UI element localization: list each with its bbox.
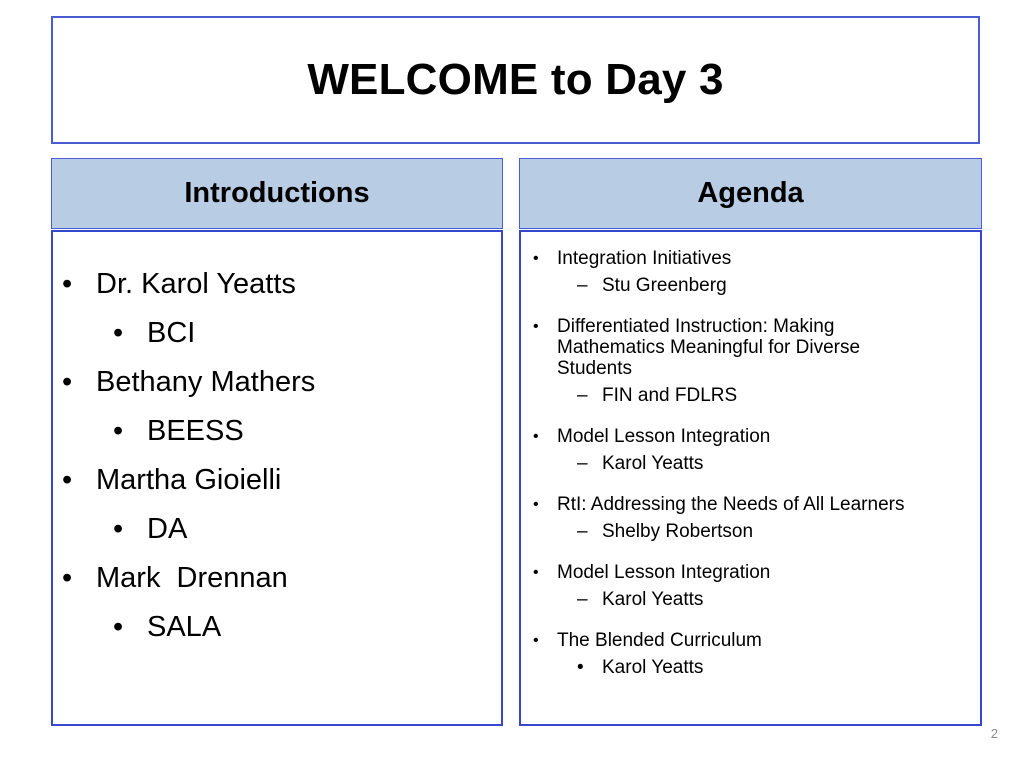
agenda-list [521, 248, 980, 678]
introductions-panel [51, 230, 503, 726]
presenter-name: Mark Drennan [96, 562, 288, 594]
agenda-header [519, 158, 982, 229]
introductions-header [51, 158, 503, 229]
bullet-icon: • [533, 318, 539, 335]
bullet-icon: • [62, 562, 73, 594]
bullet-icon: • [113, 415, 124, 447]
agenda-topic: RtI: Addressing the Needs of All Learners [557, 494, 905, 515]
agenda-item [521, 316, 980, 406]
bullet-icon: • [533, 564, 539, 581]
presenter-affiliation: SALA [147, 611, 222, 643]
agenda-item [521, 630, 980, 678]
agenda-panel [519, 230, 982, 726]
presenter-affiliation: DA [147, 513, 188, 545]
bullet-icon: • [113, 513, 124, 545]
dash-icon: – [577, 385, 588, 406]
agenda-topic: Model Lesson Integration [557, 426, 771, 447]
agenda-item [521, 494, 980, 542]
agenda-item [521, 562, 980, 610]
agenda-presenter: FIN and FDLRS [602, 385, 738, 406]
bullet-icon: • [113, 317, 124, 349]
list-item [53, 554, 315, 603]
agenda-presenter: Shelby Robertson [602, 521, 754, 542]
dash-icon: – [577, 275, 588, 296]
agenda-presenter: Karol Yeatts [602, 657, 704, 678]
introductions-list [53, 260, 315, 652]
bullet-icon: • [533, 250, 539, 267]
list-item [53, 456, 315, 505]
slide-title-box [51, 16, 980, 144]
agenda-heading: Agenda [697, 177, 804, 209]
page-number: 2 [990, 726, 998, 741]
agenda-topic: Differentiated Instruction: Making Mathematics Meaningful for Diverse Students [557, 316, 861, 379]
presenter-name: Bethany Mathers [96, 366, 316, 398]
bullet-icon: • [533, 428, 539, 445]
agenda-presenter: Stu Greenberg [602, 275, 727, 296]
slide-title: WELCOME to Day 3 [307, 55, 724, 104]
presenter-name: Martha Gioielli [96, 464, 282, 496]
bullet-icon: • [113, 611, 124, 643]
presenter-affiliation: BCI [147, 317, 196, 349]
list-item [53, 309, 315, 358]
list-item [53, 407, 315, 456]
agenda-topic: The Blended Curriculum [557, 630, 762, 651]
dash-icon: – [577, 521, 588, 542]
list-item [53, 358, 315, 407]
introductions-heading: Introductions [184, 177, 370, 209]
agenda-presenter: Karol Yeatts [602, 589, 704, 610]
dash-icon: – [577, 453, 588, 474]
presenter-name: Dr. Karol Yeatts [96, 268, 296, 300]
list-item [53, 603, 315, 652]
bullet-icon: • [533, 632, 539, 649]
agenda-item [521, 426, 980, 474]
bullet-icon: • [533, 496, 539, 513]
list-item [53, 505, 315, 554]
presenter-affiliation: BEESS [147, 415, 244, 447]
agenda-topic: Integration Initiatives [557, 248, 732, 269]
agenda-item [521, 248, 980, 296]
dash-icon: – [577, 589, 588, 610]
agenda-topic: Model Lesson Integration [557, 562, 771, 583]
agenda-presenter: Karol Yeatts [602, 453, 704, 474]
bullet-icon: • [62, 366, 73, 398]
bullet-icon: • [62, 464, 73, 496]
bullet-icon: • [62, 268, 73, 300]
bullet-icon: • [577, 657, 584, 678]
list-item [53, 260, 315, 309]
